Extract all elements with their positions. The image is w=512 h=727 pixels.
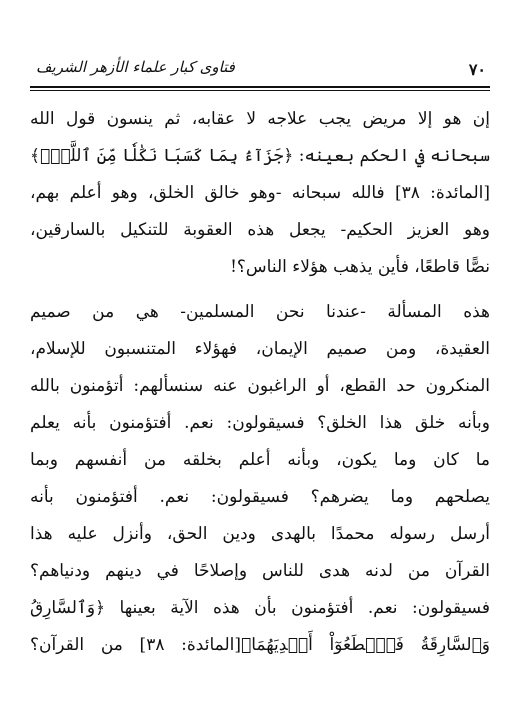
text-line: نصًّا قاطعًا، فأين يذهب هؤلاء الناس؟!: [230, 257, 490, 277]
text-line: يصلحهم وما يضرهم؟ فسيقولون: نعم. أفتؤمنون بأنه: [30, 487, 490, 507]
text-line: وَٱلسَّارِقَةُ فَٱقۡطَعُوٓاْ أَيۡدِيَهُمَا﴾[المائدة: ٣٨] من القرآن؟: [30, 635, 490, 655]
running-title: فتاوى كبار علماء الأزهر الشريف: [36, 58, 235, 76]
paragraph-gap: [30, 286, 490, 294]
text-line: وبأنه خلق هذا الخلق؟ فسيقولون: نعم. أفتؤمنون بأنه يعلم: [30, 413, 490, 433]
header-rule-thin: [30, 90, 490, 91]
text-line: إن هو إلا مريض يجب علاجه لا عقابه، ثم ينسون قول الله: [30, 109, 490, 129]
text-line: سبحانه في الحكم بعينه: ﴿جَزَآءَۢ بِمَا كَسَبَا نَكَٰلٗا مِّنَ ٱللَّهِۗ﴾: [30, 146, 490, 166]
text-line: القرآن من لدنه هدى للناس وإصلاحًا في دينهم ودنياهم؟: [30, 561, 490, 581]
page-number: ٧٠: [468, 60, 486, 79]
text-line: ما كان وما يكون، وبأنه أعلم بخلقه من أنفسهم وبما: [30, 450, 490, 470]
text-line: هذه المسألة -عندنا نحن المسلمين- هي من صميم: [30, 302, 490, 322]
text-line: وهو العزيز الحكيم- يجعل هذه العقوبة للتنكيل بالسارقين،: [30, 220, 490, 240]
text-line: فسيقولون: نعم. أفتؤمنون بأن هذه الآية بعينها ﴿وَٱلسَّارِقُ: [30, 598, 490, 618]
text-line: العقيدة، ومن صميم الإيمان، فهؤلاء المتنسبون للإسلام،: [30, 339, 490, 359]
text-line: المنكرون حد القطع، أو الراغبون عنه سنسألهم: أتؤمنون بالله: [30, 376, 490, 396]
header-rule: [30, 86, 490, 88]
page-header: [30, 58, 490, 84]
body-text: [30, 101, 490, 711]
text-line: [المائدة: ٣٨] فالله سبحانه -وهو خالق الخلق، وهو أعلم بهم،: [30, 183, 490, 203]
text-line: أرسل رسوله محمدًا بالهدى ودين الحق، وأنزل عليه هذا: [30, 524, 490, 544]
